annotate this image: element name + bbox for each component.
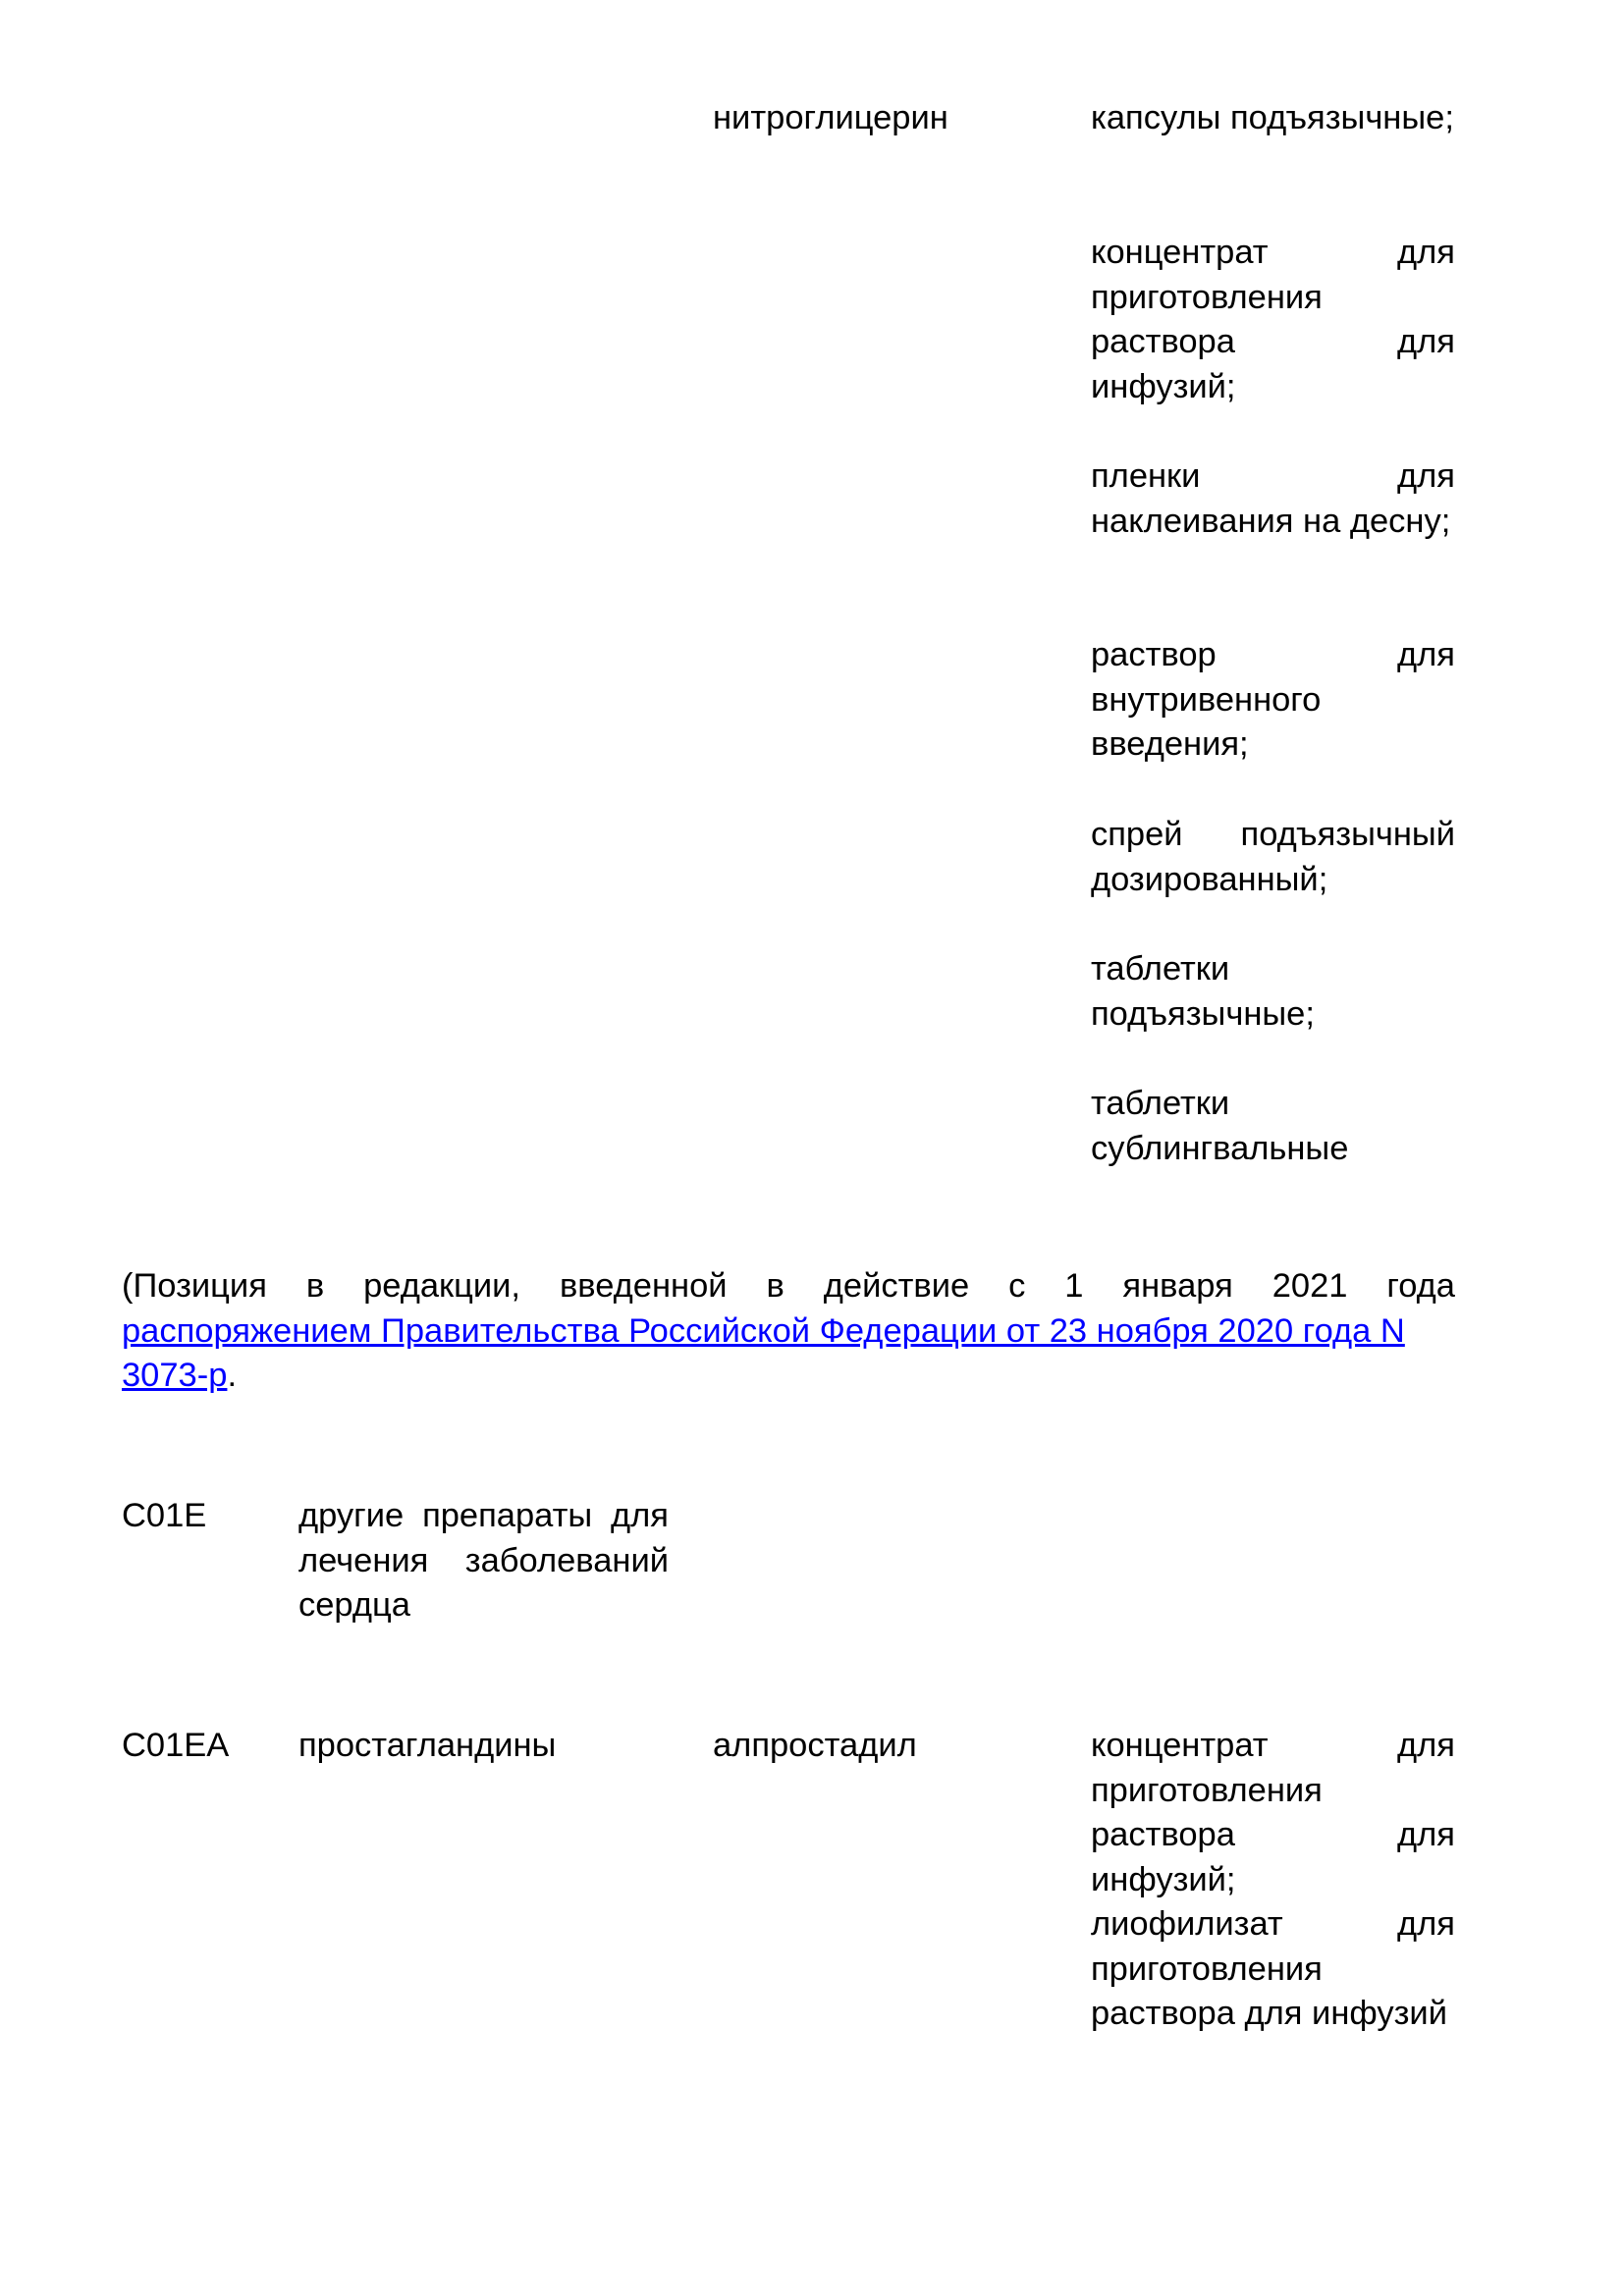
dosage-form-item: пленки для наклеивания на десну; (1091, 457, 1455, 540)
edition-note-text: (Позиция в редакции, введенной в действие с 1 января 2021 года (122, 1267, 1455, 1305)
drug-name: алпростадил (713, 1727, 917, 1764)
dosage-form-item: таблетки подъязычные; (1091, 950, 1315, 1033)
decree-link[interactable]: распоряжением Правительства Российской Федерации от 23 ноября 2020 года N 3073-р (122, 1311, 1405, 1394)
dosage-form-item: раствор для внутривенного введения; (1091, 636, 1455, 763)
edition-note-suffix: . (227, 1357, 238, 1394)
dosage-form-item: таблетки сублингвальные (1091, 1085, 1349, 1167)
dosage-form-item: спрей подъязычный дозированный; (1091, 816, 1455, 898)
drug-name: нитроглицерин (713, 99, 948, 136)
dosage-form-item: концентрат для приготовления раствора для инфузий; (1091, 1727, 1455, 1898)
atc-code: C01E (122, 1497, 207, 1534)
dosage-form-item: концентрат для приготовления раствора для инфузий; (1091, 234, 1455, 405)
atc-group-name: другие препараты для лечения заболеваний сердца (298, 1497, 669, 1624)
edition-note (122, 1264, 1455, 1399)
atc-code: C01EA (122, 1727, 230, 1764)
dosage-form-item: капсулы подъязычные; (1091, 99, 1454, 136)
dosage-form-list (1091, 96, 1455, 1171)
dosage-form-item: лиофилизат для приготовления раствора для инфузий (1091, 1905, 1455, 2032)
dosage-form-list (1091, 1724, 1455, 2037)
atc-group-name: простагландины (298, 1727, 557, 1764)
